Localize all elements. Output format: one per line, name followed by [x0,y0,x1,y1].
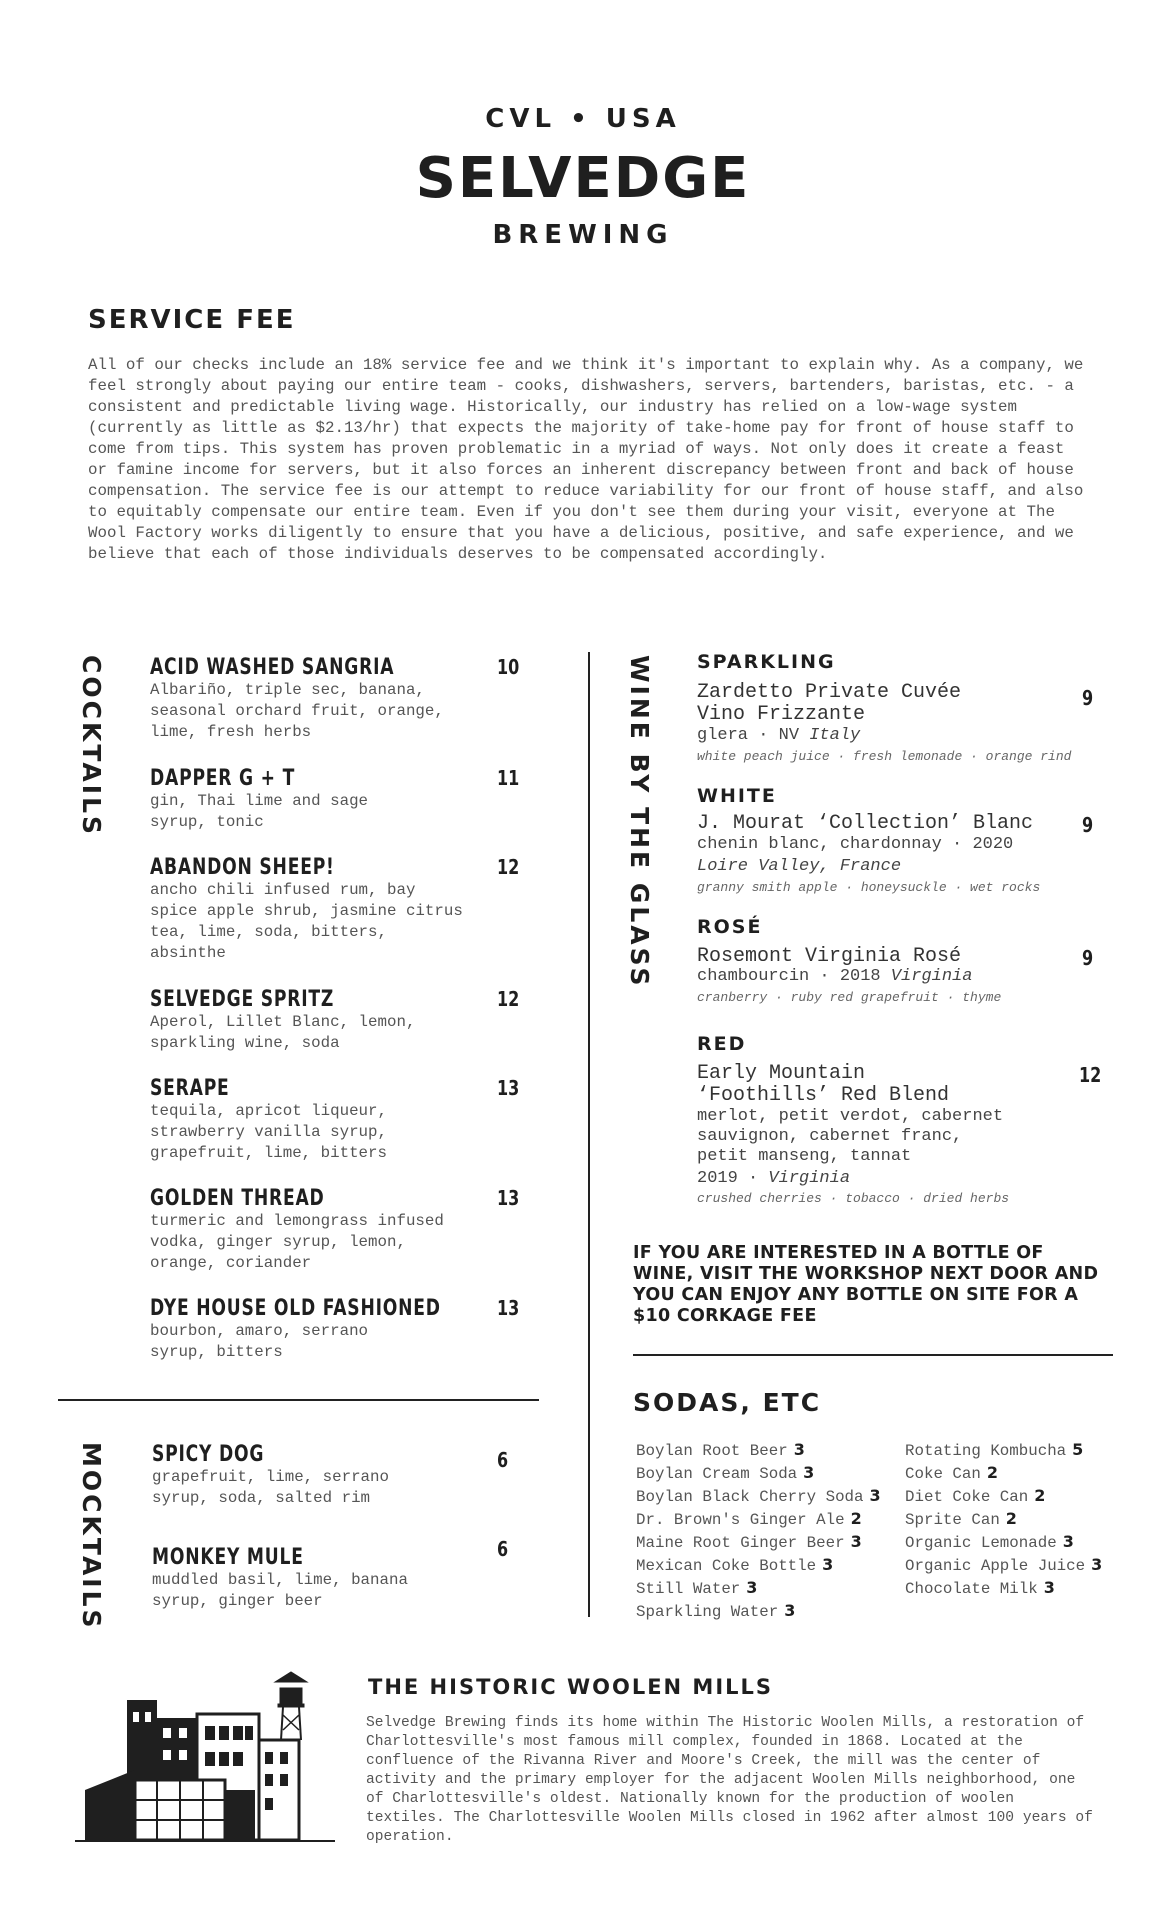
cocktail-item [150,1186,530,1274]
soda-name: Chocolate Milk [905,1580,1038,1598]
soda-price: 3 [850,1532,862,1551]
soda-item [905,1509,1017,1529]
wine-title: WINE BY THE GLASS [625,655,654,989]
soda-price: 3 [803,1463,815,1482]
soda-name: Organic Lemonade [905,1534,1057,1552]
wine-price: 12 [1079,1063,1102,1087]
cocktail-desc: ancho chili infused rum, bay spice apple shrub, jasmine citrus tea, lime, soda, bitters, absinthe [150,881,463,962]
soda-item [905,1486,1045,1506]
cocktail-name: ACID WASHED SANGRIA [150,655,395,680]
cocktail-desc: gin, Thai lime and sage syrup, tonic [150,792,369,831]
mocktail-desc: grapefruit, lime, serrano syrup, soda, salted rim [152,1468,389,1507]
soda-price: 2 [1034,1486,1046,1505]
soda-price: 3 [784,1601,796,1620]
soda-name: Dr. Brown's Ginger Ale [636,1511,845,1529]
soda-name: Sparkling Water [636,1603,779,1621]
section-divider [58,1399,539,1401]
wine-name: Zardetto Private Cuvée [697,681,962,704]
cocktail-price: 12 [497,855,520,879]
wine-notes: white peach juice · fresh lemonade · orange rind [697,749,1072,764]
soda-item [636,1532,862,1552]
soda-item [636,1555,833,1575]
cocktail-name: GOLDEN THREAD [150,1186,325,1211]
cocktail-price: 13 [497,1186,520,1210]
wine-year: 2019 · [697,1169,759,1188]
wine-heading-rose: ROSÉ [697,916,763,938]
logo-wordmark: SELVEDGE [415,146,751,211]
cocktails-title: COCKTAILS [77,655,106,838]
mocktail-desc: muddled basil, lime, banana syrup, ginger beer [152,1571,408,1610]
wine-notes: granny smith apple · honeysuckle · wet rocks [697,880,1041,895]
cocktail-price: 13 [497,1296,520,1320]
mocktail-name: MONKEY MULE [152,1545,304,1570]
mocktail-name: SPICY DOG [152,1442,265,1467]
cocktail-item [150,1296,530,1363]
cocktail-name: DYE HOUSE OLD FASHIONED [150,1296,441,1321]
wine-price: 9 [1082,946,1094,970]
cocktail-item [150,987,530,1054]
wine-heading-red: RED [697,1033,747,1055]
section-divider [633,1354,1113,1356]
soda-price: 3 [746,1578,758,1597]
wine-name: J. Mourat ‘Collection’ Blanc [697,812,1034,835]
soda-price: 2 [850,1509,862,1528]
soda-price: 3 [1043,1578,1055,1597]
service-fee-text: All of our checks include an 18% service fee and we think it's important to explain why. As a company, we feel strongly about paying our entire team - cooks, dishwashers, servers, bartenders, baristas, etc. - a consistent and predictable living wage. Historically, our industry has relied on a low-wage system (currently as little as $2.13/hr) that expects the majority of take-home pay for front of house staff to come from tips. This system has proven problematic in a myriad of ways. Not only does it create a feast or famine income for servers, but it also forces an inherent discrepancy between front and back of house compensation. The service fee is our attempt to reduce variability for our front of house staff, and also to equitably compensate our entire team. Even if you don't see them during your visit, everyone at The Wool Factory works diligently to ensure that you have a delicious, positive, and safe experience, and we believe that each of those individuals deserves to be compensated accordingly. [88,356,1084,563]
soda-price: 3 [822,1555,834,1574]
soda-name: Boylan Cream Soda [636,1465,798,1483]
wine-region: Virginia [768,1169,851,1188]
soda-name: Maine Root Ginger Beer [636,1534,845,1552]
wine-grape: merlot, petit verdot, cabernet [697,1107,1004,1126]
soda-price: 5 [1072,1440,1084,1459]
column-divider [588,652,590,1617]
service-fee-title: SERVICE FEE [88,305,296,335]
soda-item [636,1463,814,1483]
wine-details [697,967,972,987]
soda-price: 3 [1091,1555,1103,1574]
soda-name: Still Water [636,1580,741,1598]
wine-details [697,726,860,746]
wine-name: Early Mountain [697,1062,866,1085]
soda-price: 2 [986,1463,998,1482]
soda-name: Boylan Black Cherry Soda [636,1488,864,1506]
cocktail-item [150,855,530,964]
wine-grape: chenin blanc, chardonnay · 2020 [697,835,1014,854]
wine-notes: crushed cherries · tobacco · dried herbs [697,1191,1010,1206]
soda-item [636,1578,757,1598]
mocktail-item [152,1545,532,1612]
wine-heading-sparkling: SPARKLING [697,651,836,673]
wine-grape: sauvignon, cabernet franc, [697,1127,963,1146]
soda-item [636,1601,795,1621]
soda-item [905,1555,1102,1575]
cocktail-price: 10 [497,655,520,679]
wine-region: Italy [809,726,861,745]
mills-text: Selvedge Brewing finds its home within The Historic Woolen Mills, a restoration of Charlottesville's most famous mill complex, founded in 1868. Located at the confluence of the Rivanna River and Moore's Creek, the mill was the center of activity and the primary employer for the adjacent Woolen Mills neighborhood, one of Charlottesville's oldest. Nationally known for the production of woolen textiles. The Charlottesville Woolen Mills closed in 1962 after almost 100 years of operation. [366,1715,1093,1845]
wine-name-line2: Vino Frizzante [697,703,866,726]
logo-tagline: CVL • USA [485,104,681,134]
soda-price: 3 [793,1440,805,1459]
wine-price: 9 [1082,686,1094,710]
wine-details [697,1169,850,1189]
cocktail-name: DAPPER G + T [150,766,296,791]
soda-item [636,1509,862,1529]
corkage-note: IF YOU ARE INTERESTED IN A BOTTLE OF WINE, VISIT THE WORKSHOP NEXT DOOR AND YOU CAN ENJOY ANY BOTTLE ON SITE FOR A $10 CORKAGE FEE [633,1243,1099,1326]
wine-grape: chambourcin · 2018 [697,967,881,986]
wine-notes: cranberry · ruby red grapefruit · thyme [697,990,1002,1005]
logo-subtitle: BREWING [492,220,674,250]
soda-item [905,1578,1055,1598]
soda-item [905,1440,1083,1460]
soda-name: Boylan Root Beer [636,1442,788,1460]
cocktail-desc: turmeric and lemongrass infused vodka, ginger syrup, lemon, orange, coriander [150,1212,444,1272]
sodas-title: SODAS, ETC [633,1388,822,1417]
wine-region: Loire Valley, France [697,857,902,876]
cocktail-desc: Aperol, Lillet Blanc, lemon, sparkling wine, soda [150,1013,416,1052]
cocktail-price: 13 [497,1076,520,1100]
soda-name: Diet Coke Can [905,1488,1029,1506]
cocktail-price: 11 [497,766,520,790]
cocktail-desc: tequila, apricot liqueur, strawberry vanilla syrup, grapefruit, lime, bitters [150,1102,387,1162]
soda-name: Coke Can [905,1465,981,1483]
mocktail-price: 6 [497,1448,509,1472]
wine-grape: glera · NV [697,726,800,745]
wine-price: 9 [1082,813,1094,837]
cocktail-item [150,766,530,833]
cocktail-name: ABANDON SHEEP! [150,855,335,880]
cocktail-item [150,1076,530,1164]
soda-name: Rotating Kombucha [905,1442,1067,1460]
soda-item [905,1532,1074,1552]
cocktail-item [150,655,530,743]
cocktail-name: SELVEDGE SPRITZ [150,987,335,1012]
mocktails-title: MOCKTAILS [77,1442,106,1631]
wine-region: Virginia [890,967,973,986]
cocktail-desc: Albariño, triple sec, banana, seasonal orchard fruit, orange, lime, fresh herbs [150,681,444,741]
wine-heading-white: WHITE [697,785,777,807]
wine-grape: petit manseng, tannat [697,1147,912,1166]
cocktail-price: 12 [497,987,520,1011]
soda-price: 2 [1005,1509,1017,1528]
wine-name: Rosemont Virginia Rosé [697,945,962,968]
mocktail-price: 6 [497,1537,509,1561]
cocktail-name: SERAPE [150,1076,230,1101]
mocktail-item [152,1442,532,1509]
wine-name-line2: ‘Foothills’ Red Blend [697,1084,950,1107]
soda-item [636,1486,881,1506]
mills-title: THE HISTORIC WOOLEN MILLS [368,1675,774,1699]
soda-name: Sprite Can [905,1511,1000,1529]
soda-name: Organic Apple Juice [905,1557,1086,1575]
soda-price: 3 [869,1486,881,1505]
cocktail-desc: bourbon, amaro, serrano syrup, bitters [150,1322,369,1361]
soda-item [905,1463,998,1483]
woolen-mill-illustration [75,1670,335,1850]
soda-name: Mexican Coke Bottle [636,1557,817,1575]
soda-price: 3 [1062,1532,1074,1551]
soda-item [636,1440,805,1460]
